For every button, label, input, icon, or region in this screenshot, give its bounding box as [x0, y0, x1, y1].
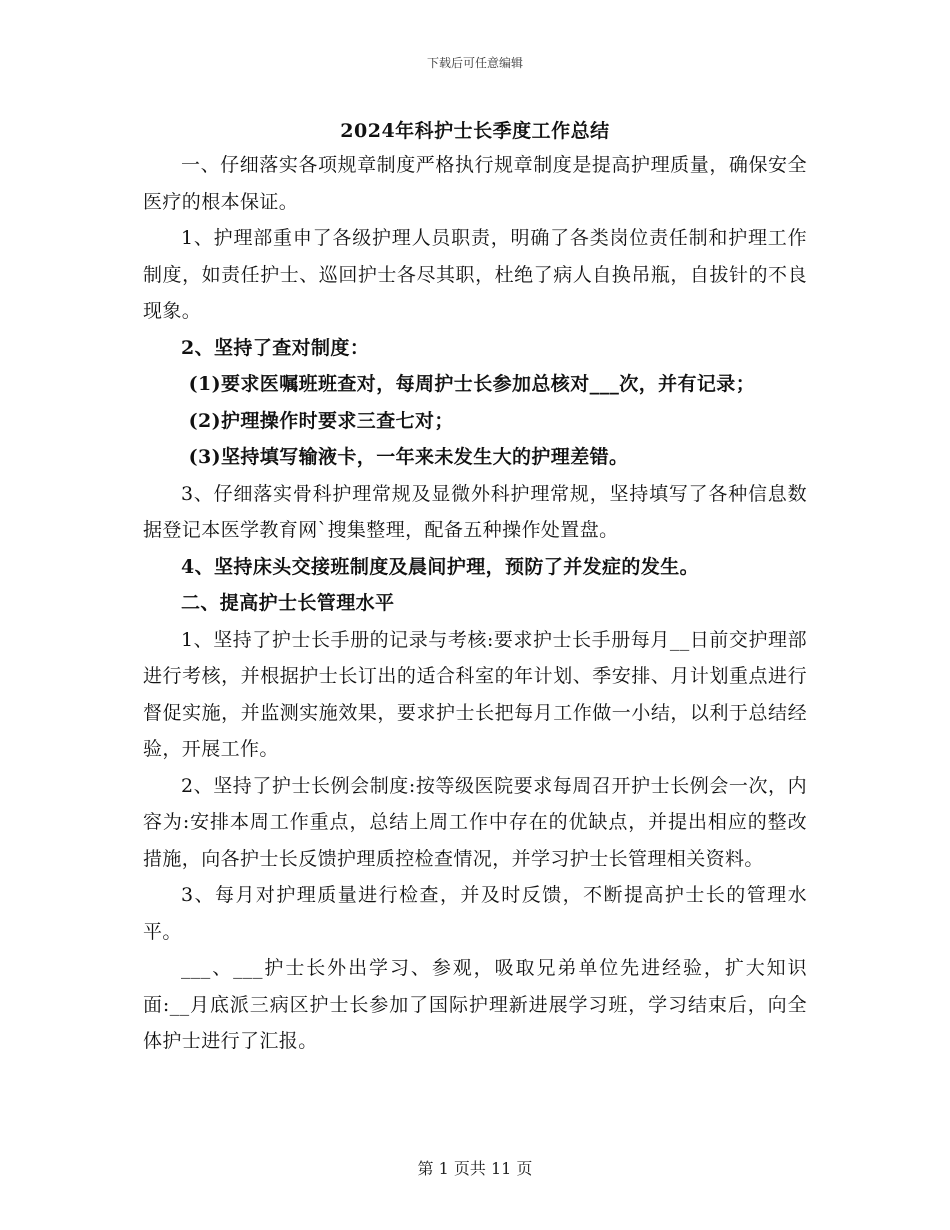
document-title: 2024年科护士长季度工作总结 [340, 120, 610, 142]
paragraph: (2)护理操作时要求三查七对； [188, 409, 454, 432]
paragraph: (1)要求医嘱班班查对，每周护士长参加总核对___次，并有记录； [188, 373, 756, 395]
paragraph: 1、坚持了护士长手册的记录与考核:要求护士长手册每月__日前交护理部进行考核，并根据护士长订出的适合科室的年计划、季安排、月计划重点进行督促实施，并监测实施效果，要求护士长把每月工作做一小结，以利于总结经验，开展工作。 [143, 628, 807, 760]
paragraph: ___、___护士长外出学习、参观，吸取兄弟单位先进经验，扩大知识面:__月底派三病区护士长参加了国际护理新进展学习班，学习结束后，向全体护士进行了汇报。 [143, 957, 807, 1052]
section-heading: 二、提高护士长管理水平 [181, 592, 395, 614]
paragraph: 4、坚持床头交接班制度及晨间护理，预防了并发症的发生。 [181, 555, 700, 578]
page-header: 下载后可任意编辑 [426, 56, 523, 70]
page-footer: 第 1 页共 11 页 [417, 1159, 533, 1178]
paragraph: 一、仔细落实各项规章制度严格执行规章制度是提高护理质量，确保安全医疗的根本保证。 [143, 154, 807, 213]
paragraph: (3)坚持填写输液卡，一年来未发生大的护理差错。 [188, 446, 629, 468]
paragraph: 2、坚持了查对制度： [181, 336, 370, 359]
document-body [143, 147, 807, 1060]
paragraph: 3、仔细落实骨科护理常规及显微外科护理常规，坚持填写了各种信息数据登记本医学教育网`搜集整理，配备五种操作处置盘。 [143, 482, 807, 541]
paragraph: 2、坚持了护士长例会制度:按等级医院要求每周召开护士长例会一次，内容为:安排本周工作重点，总结上周工作中存在的优缺点，并提出相应的整改措施，向各护士长反馈护理质控检查情况，并学习护士长管理相关资料。 [143, 774, 807, 870]
paragraph: 1、护理部重申了各级护理人员职责，明确了各类岗位责任制和护理工作制度，如责任护士、巡回护士各尽其职，杜绝了病人自换吊瓶，自拔针的不良现象。 [143, 227, 807, 322]
paragraph: 3、每月对护理质量进行检查，并及时反馈，不断提高护士长的管理水平。 [143, 884, 807, 943]
